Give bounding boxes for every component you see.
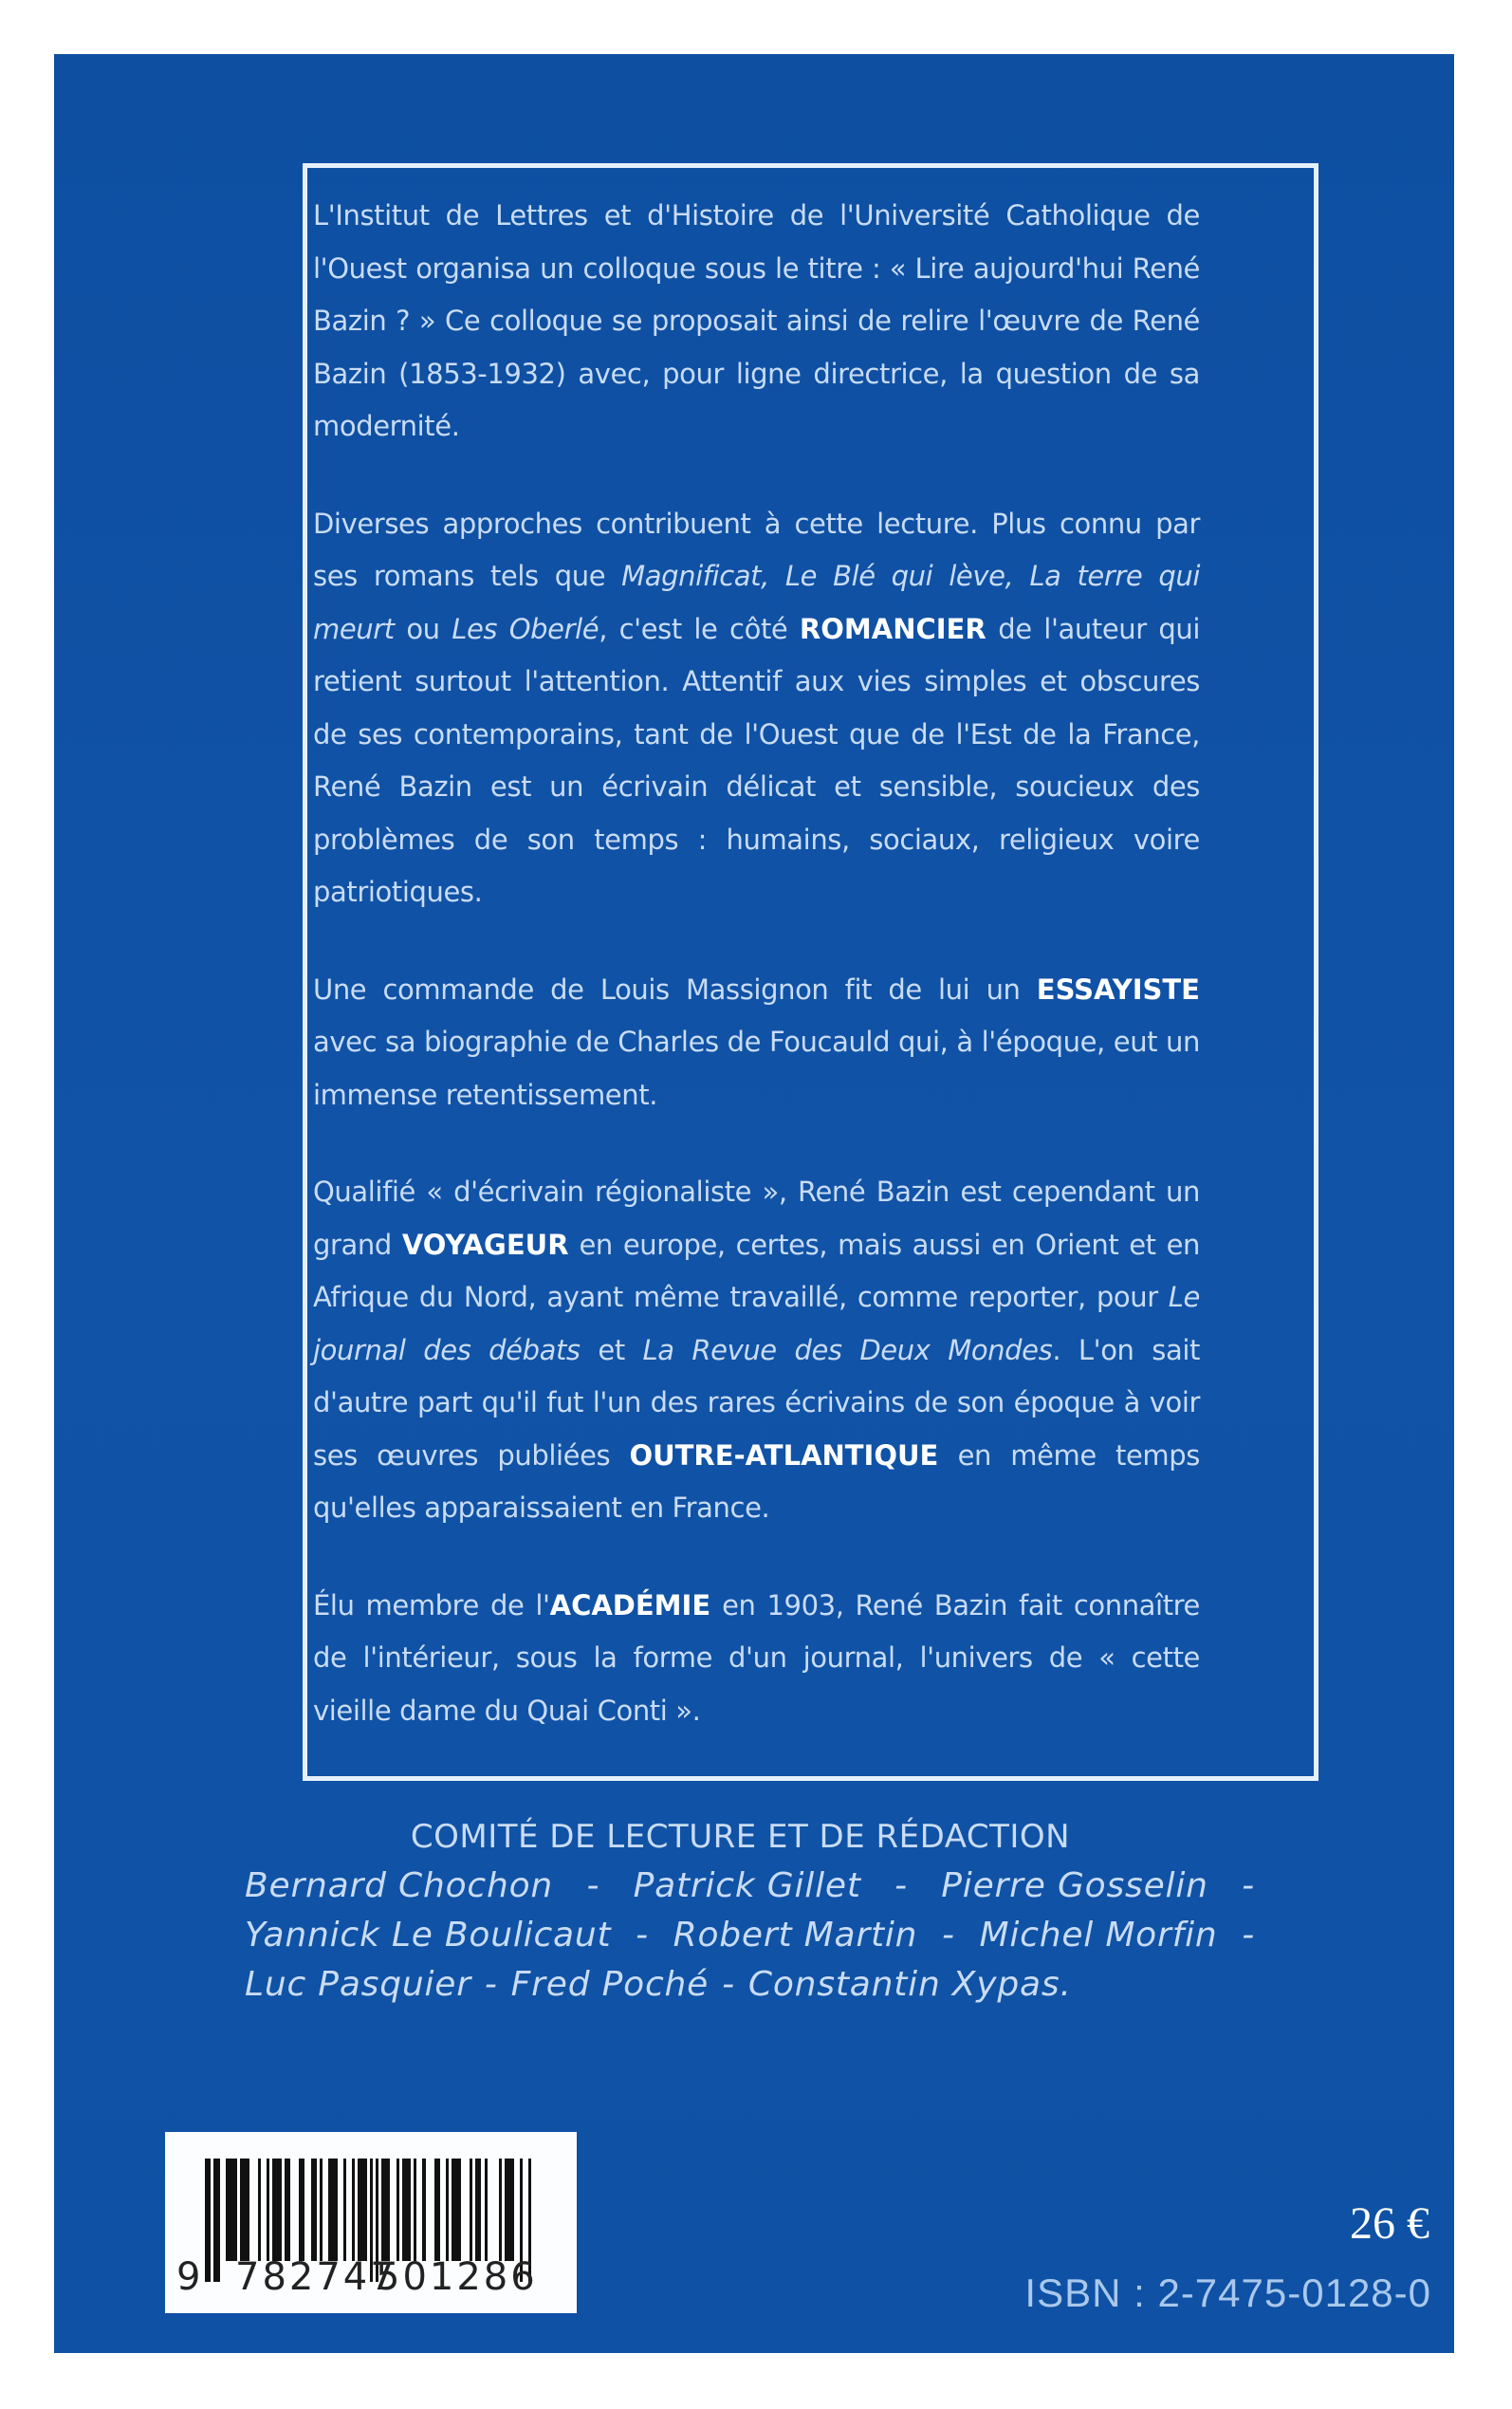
paragraph-intro [313, 190, 1200, 454]
barcode-left-digits: 782747 [235, 2255, 397, 2299]
name-separator: - [484, 1965, 498, 2004]
text-run: Diverses approches contribuent à cette lecture. Plus connu par ses romans tels que [313, 507, 1200, 592]
barcode-bar [343, 2159, 346, 2261]
barcode-bar [358, 2159, 366, 2261]
text-run: et [580, 1333, 643, 1366]
committee-member: Patrick Gillet [633, 1866, 861, 1905]
isbn-label: ISBN : 2-7475-0128-0 [1024, 2270, 1431, 2315]
text-run: L'Institut de Lettres et d'Histoire de l'Université Catholique de l'Ouest organisa un colloque sous le titre : « Lire aujourd'hui René Bazin ? » Ce colloque se proposait ainsi de relire l'œuvre de René Bazin (1853-1932) avec, pour ligne directrice, la question de sa modernité. [313, 199, 1200, 442]
barcode-bar [402, 2159, 411, 2261]
text-run: avec sa biographie de Charles de Foucauld qui, à l'époque, eut un immense retentissement. [313, 1026, 1200, 1111]
text-run: en même temps qu'elles apparaissaient en France. [313, 1438, 1200, 1524]
name-separator: - [941, 1916, 955, 1955]
barcode-bar [240, 2159, 249, 2261]
text-run: en 1903, René Bazin fait connaître de l'intérieur, sous la forme d'un journal, l'univers de « cette vieille dame du Quai Conti ». [313, 1588, 1200, 1727]
barcode [165, 2132, 577, 2313]
text-run: Qualifié « d'écrivain régionaliste », René Bazin est cependant un grand [313, 1176, 1200, 1261]
emphasis-keyword: OUTRE-ATLANTIQUE [629, 1438, 939, 1472]
name-separator: - [894, 1866, 908, 1905]
barcode-bar [311, 2159, 317, 2261]
name-separator: - [636, 1916, 649, 1955]
barcode-bar [485, 2159, 488, 2261]
committee-member: Pierre Gosselin [941, 1866, 1208, 1905]
name-separator: - [722, 1965, 735, 2004]
barcode-bar [272, 2159, 281, 2261]
text-run: Élu membre de l' [313, 1588, 550, 1621]
committee-names-line [245, 1960, 1255, 2010]
barcode-right-digits: 501286 [376, 2255, 538, 2299]
barcode-bar [422, 2159, 425, 2261]
name-separator: - [1242, 1916, 1255, 1955]
committee-member: Constantin Xypas. [747, 1965, 1072, 2004]
paragraph-essayiste [313, 964, 1200, 1122]
price-label: 26 € [1350, 2198, 1429, 2249]
committee-member: Luc Pasquier [245, 1965, 471, 2004]
committee-member: Michel Morfin [979, 1916, 1218, 1955]
committee-names-line [245, 1862, 1255, 1911]
barcode-lead-digit: 9 [176, 2255, 201, 2299]
paragraph-academie [313, 1580, 1200, 1738]
barcode-bar [434, 2159, 440, 2261]
barcode-bar [381, 2159, 390, 2261]
emphasis-keyword: ROMANCIER [799, 612, 986, 645]
barcode-digits [176, 2253, 556, 2301]
barcode-bar [396, 2159, 399, 2261]
barcode-bar [352, 2159, 355, 2261]
work-title: Magnificat, Le Blé qui lève, La terre qui meurt [313, 560, 1200, 645]
barcode-bar [320, 2159, 323, 2261]
barcode-bar [258, 2159, 261, 2261]
emphasis-keyword: ESSAYISTE [1036, 973, 1200, 1006]
text-run: en europe, certes, mais aussi en Orient et en Afrique du Nord, ayant même travaillé, comme reporter, pour [313, 1228, 1200, 1313]
barcode-bar [285, 2159, 290, 2261]
committee-member: Yannick Le Boulicaut [245, 1916, 612, 1955]
name-separator: - [1242, 1866, 1255, 1905]
emphasis-keyword: ACADÉMIE [549, 1588, 711, 1621]
committee-names-line [245, 1911, 1255, 1960]
barcode-bar [446, 2159, 449, 2261]
barcode-bar [267, 2159, 269, 2261]
paragraph-romancier [313, 498, 1200, 919]
committee-member: Robert Martin [673, 1916, 918, 1955]
barcode-bar [299, 2159, 304, 2261]
text-run: . L'on sait d'autre part qu'il fut l'un des rares écrivains de son époque à voir ses œuvres publiées [313, 1333, 1200, 1472]
text-run: ou [394, 612, 452, 645]
paragraph-voyageur [313, 1166, 1200, 1535]
committee-member: Bernard Chochon [245, 1866, 554, 1905]
text-run: de l'auteur qui retient surtout l'attention. Attentif aux vies simples et obscures de ses contemporains, tant de l'Ouest que de l'Est de la France, René Bazin est un écrivain délicat et sensible, soucieux des problèmes de son temps : humains, sociaux, religieux voire patriotiques. [313, 612, 1200, 908]
editorial-committee [245, 1812, 1255, 2010]
text-run: Une commande de Louis Massignon fit de lui un [313, 973, 1037, 1006]
barcode-bar [328, 2159, 337, 2261]
emphasis-keyword: VOYAGEUR [401, 1228, 569, 1261]
work-title: Le journal des débats [313, 1281, 1200, 1366]
barcode-bar [470, 2159, 472, 2261]
committee-title: COMITÉ DE LECTURE ET DE RÉDACTION [410, 1818, 1071, 1856]
blurb-text [313, 190, 1200, 1782]
barcode-bar [414, 2159, 416, 2261]
name-separator: - [586, 1866, 600, 1905]
barcode-bar [226, 2159, 237, 2261]
barcode-bar [475, 2159, 481, 2261]
work-title: Les Oberlé [452, 612, 599, 645]
barcode-bar [499, 2159, 502, 2261]
barcode-bar [452, 2159, 460, 2261]
work-title: La Revue des Deux Mondes [642, 1333, 1053, 1366]
text-run: , c'est le côté [599, 612, 800, 645]
barcode-bar [505, 2159, 513, 2261]
committee-member: Fred Poché [510, 1965, 710, 2004]
